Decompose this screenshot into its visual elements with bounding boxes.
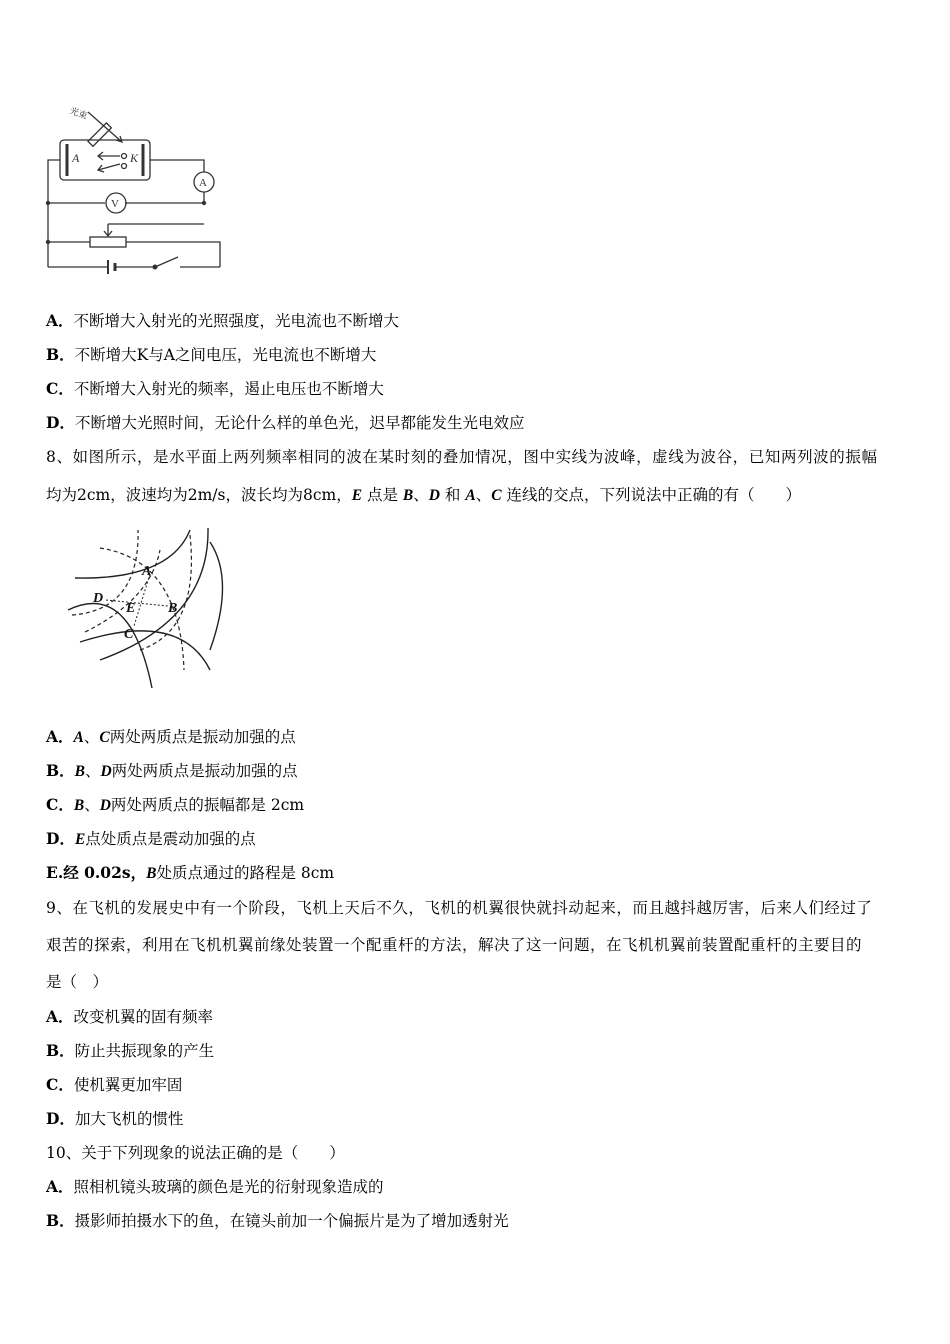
q7-option-d: D．不断增大光照时间，无论什么样的单色光，迟早都能发生光电效应 (46, 413, 525, 432)
rheostat (90, 237, 126, 247)
anode-label: A (72, 151, 80, 165)
voltmeter-label: V (111, 198, 119, 210)
point-d-label: D (93, 591, 104, 606)
ammeter-label: A (199, 177, 207, 189)
crest-arc (80, 631, 210, 670)
q8-stem-line1: 8、如图所示，是水平面上两列频率相同的波在某时刻的叠加情况，图中实线为波峰，虚线为波谷，已知两列波的振幅 (46, 448, 878, 466)
line-bd (106, 600, 168, 606)
q10-option-a: A．照相机镜头玻璃的颜色是光的衍射现象造成的 (46, 1177, 384, 1196)
q8-stem-line2: 均为2cm，波速均为2m/s，波长均为8cm，E 点是 B、D 和 A、C 连线的交点，下列说法中正确的有（ ） (46, 486, 801, 504)
photoelectric-circuit-figure (40, 100, 240, 280)
light-beam-arrow (88, 112, 122, 142)
q9-option-c: C．使机翼更加牢固 (46, 1075, 183, 1094)
cathode-label: K (130, 151, 139, 165)
q10-option-b: B．摄影师拍摄水下的鱼，在镜头前加一个偏振片是为了增加透射光 (46, 1211, 509, 1230)
q7-option-a: A．不断增大入射光的光照强度，光电流也不断增大 (46, 311, 400, 330)
q7-option-c: C．不断增大入射光的频率，遏止电压也不断增大 (46, 379, 384, 398)
q9-option-d: D．加大飞机的惯性 (46, 1109, 184, 1128)
point-a-label: A (142, 564, 152, 579)
q8-option-e: E.经 0.02s，B处质点通过的路程是 8cm (46, 863, 335, 882)
crest-arc (100, 528, 208, 660)
q8-option-a: A．A、C两处两质点是振动加强的点 (46, 727, 296, 746)
q9-stem-line2: 艰苦的探索，利用在飞机机翼前缘处装置一个配重杆的方法，解决了这一问题，在飞机机翼前装置配重杆的主要目的 (46, 936, 863, 954)
q9-stem-line1: 9、在飞机的发展史中有一个阶段，飞机上天后不久，飞机的机翼很快就抖动起来，而且越抖越厉害，后来人们经过了 (46, 899, 873, 917)
q10-stem: 10、关于下列现象的说法正确的是（ ） (46, 1144, 345, 1162)
point-b-label: B (168, 601, 178, 616)
q7-option-b: B．不断增大K与A之间电压，光电流也不断增大 (46, 345, 377, 364)
q9-option-b: B．防止共振现象的产生 (46, 1041, 215, 1060)
crest-arc (68, 603, 152, 688)
point-c-label: C (124, 627, 134, 642)
q8-option-b: B．B、D两处两质点是振动加强的点 (46, 761, 298, 780)
q8-option-c: C．B、D两处两质点的振幅都是 2cm (46, 795, 305, 814)
crest-arc (210, 542, 223, 650)
q9-option-a: A．改变机翼的固有频率 (46, 1007, 214, 1026)
q8-option-d: D．E点处质点是震动加强的点 (46, 829, 256, 848)
light-label: 光束 (68, 105, 89, 122)
trough-arc (140, 535, 191, 650)
line-ac (134, 574, 150, 626)
q9-stem-line3: 是（ ） (46, 973, 109, 991)
point-e-label: E (126, 601, 136, 616)
wave-interference-figure (60, 520, 230, 695)
